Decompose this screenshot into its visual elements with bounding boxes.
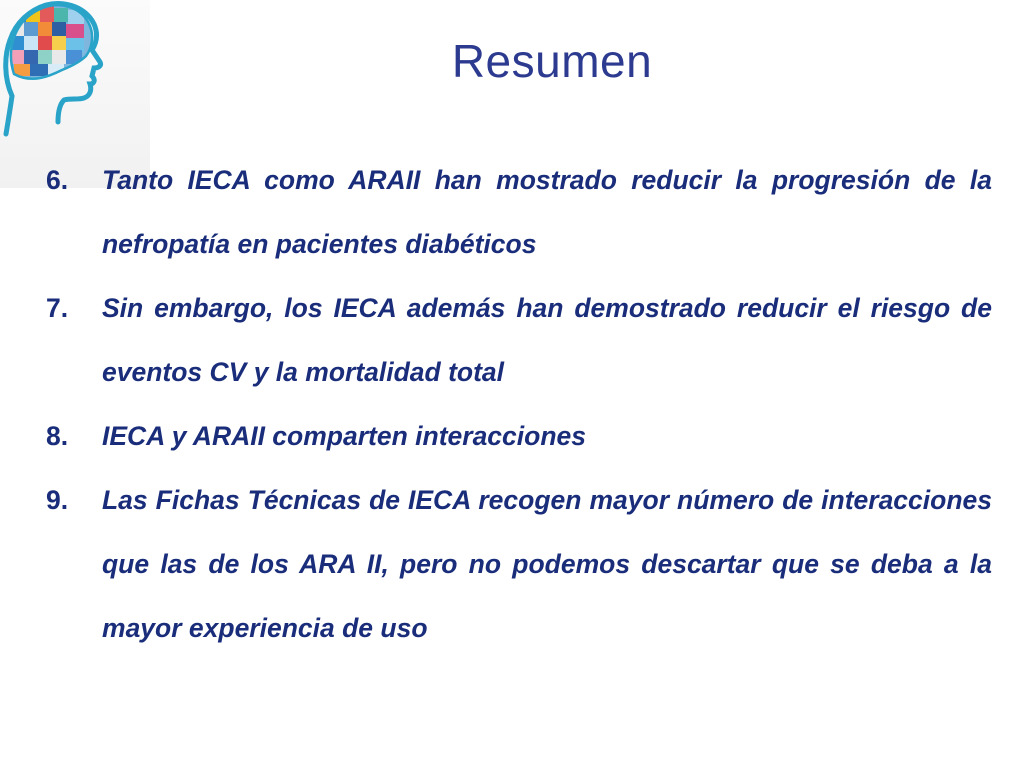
list-item-text: Sin embargo, los IECA además han demostrado reducir el riesgo de eventos CV y la mortalidad total (102, 293, 992, 387)
list-item-text: Las Fichas Técnicas de IECA recogen mayor número de interacciones que las de los ARA II, pero no podemos descartar que se deba a la mayor experiencia de uso (102, 485, 992, 643)
list-item-number: 6. (46, 165, 69, 195)
list-item-number: 9. (46, 485, 69, 515)
slide-title: Resumen (451, 35, 653, 87)
summary-list (44, 148, 992, 660)
list-item (44, 148, 992, 276)
list-item (44, 276, 992, 404)
list-item-text: IECA y ARAII comparten interacciones (102, 421, 587, 451)
list-item-number: 7. (46, 293, 69, 323)
list-item-number: 8. (46, 421, 69, 451)
list-item-text: Tanto IECA como ARAII han mostrado reducir la progresión de la nefropatía en pacientes diabéticos (102, 165, 992, 259)
list-item (44, 404, 992, 468)
list-item (44, 468, 992, 660)
